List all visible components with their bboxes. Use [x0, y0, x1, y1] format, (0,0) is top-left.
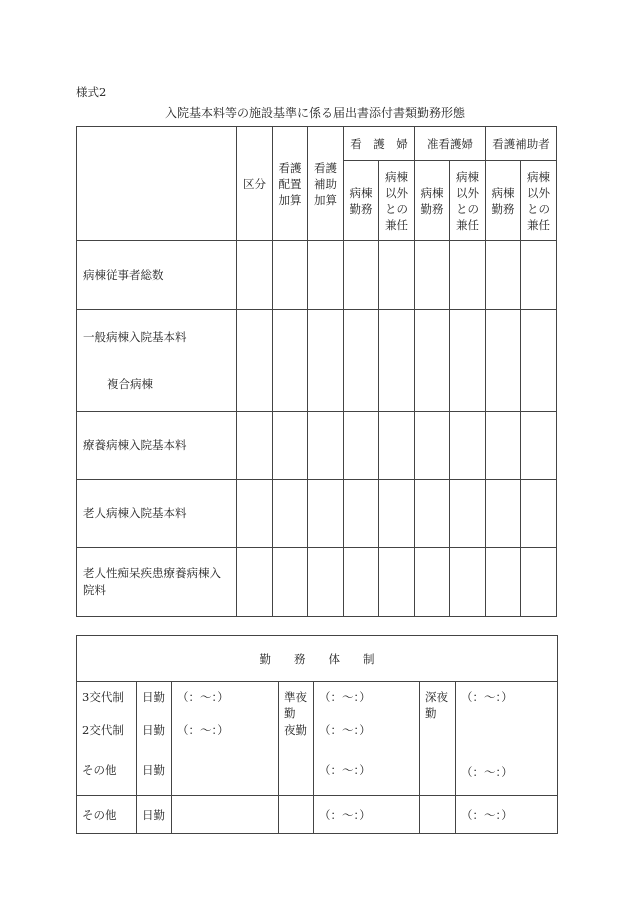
staffing-table [76, 126, 557, 617]
time-range: （：～：） [172, 682, 279, 722]
shift-type: 2交代制 [77, 722, 137, 762]
time-range: （：～：） [314, 762, 420, 796]
row-label: 一般病棟入院基本料 [83, 329, 187, 344]
row-label: 病棟従事者総数 [77, 241, 237, 310]
time-range: （：～：） [456, 682, 558, 722]
header-nursing-placement: 看護 配置 加算 [273, 127, 308, 241]
row-sublabel: 複合病棟 [107, 376, 153, 391]
day-shift-label: 日勤 [137, 762, 172, 796]
shift-type: その他 [77, 796, 137, 834]
form-number: 様式2 [76, 85, 107, 99]
table-row [77, 412, 557, 480]
time-range: （：～：） [456, 762, 558, 796]
header-concurrent: 病棟 以外 との 兼任 [521, 161, 557, 241]
header-concurrent: 病棟 以外 との 兼任 [450, 161, 486, 241]
header-ward-duty: 病棟 勤務 [415, 161, 450, 241]
table-row [77, 480, 557, 548]
day-shift-label: 日勤 [137, 796, 172, 834]
header-nursing-aide: 看護補助者 [486, 127, 557, 161]
semi-night-label: 準夜 勤 [279, 682, 314, 722]
day-shift-label: 日勤 [137, 722, 172, 762]
table-row [77, 548, 557, 617]
deep-night-label: 深夜 勤 [420, 682, 456, 722]
shift-type: 3交代制 [77, 682, 137, 722]
day-shift-label: 日勤 [137, 682, 172, 722]
header-ward-duty: 病棟 勤務 [486, 161, 521, 241]
time-range: （：～：） [456, 796, 558, 834]
shift-table-title: 勤 務 体 制 [77, 636, 558, 682]
time-range: （：～：） [172, 722, 279, 762]
time-range: （：～：） [314, 796, 420, 834]
night-label: 夜勤 [279, 722, 314, 762]
header-assistant-nurse: 准看護婦 [415, 127, 486, 161]
header-concurrent: 病棟 以外 との 兼任 [379, 161, 415, 241]
page-title: 入院基本料等の施設基準に係る届出書添付書類勤務形態 [164, 106, 465, 120]
table-row [77, 241, 557, 310]
shift-type: その他 [77, 762, 137, 796]
header-nurse: 看 護 婦 [344, 127, 415, 161]
header-ward-duty: 病棟 勤務 [344, 161, 379, 241]
time-range: （：～：） [314, 722, 420, 762]
row-label: 老人性痴呆疾患療養病棟入院料 [77, 548, 237, 617]
shift-table [76, 635, 558, 834]
time-range: （：～：） [314, 682, 420, 722]
row-label: 療養病棟入院基本料 [77, 412, 237, 480]
header-nursing-assist: 看護 補助 加算 [308, 127, 344, 241]
table-row [77, 310, 557, 412]
row-label: 老人病棟入院基本料 [77, 480, 237, 548]
header-kubun: 区分 [237, 127, 273, 241]
